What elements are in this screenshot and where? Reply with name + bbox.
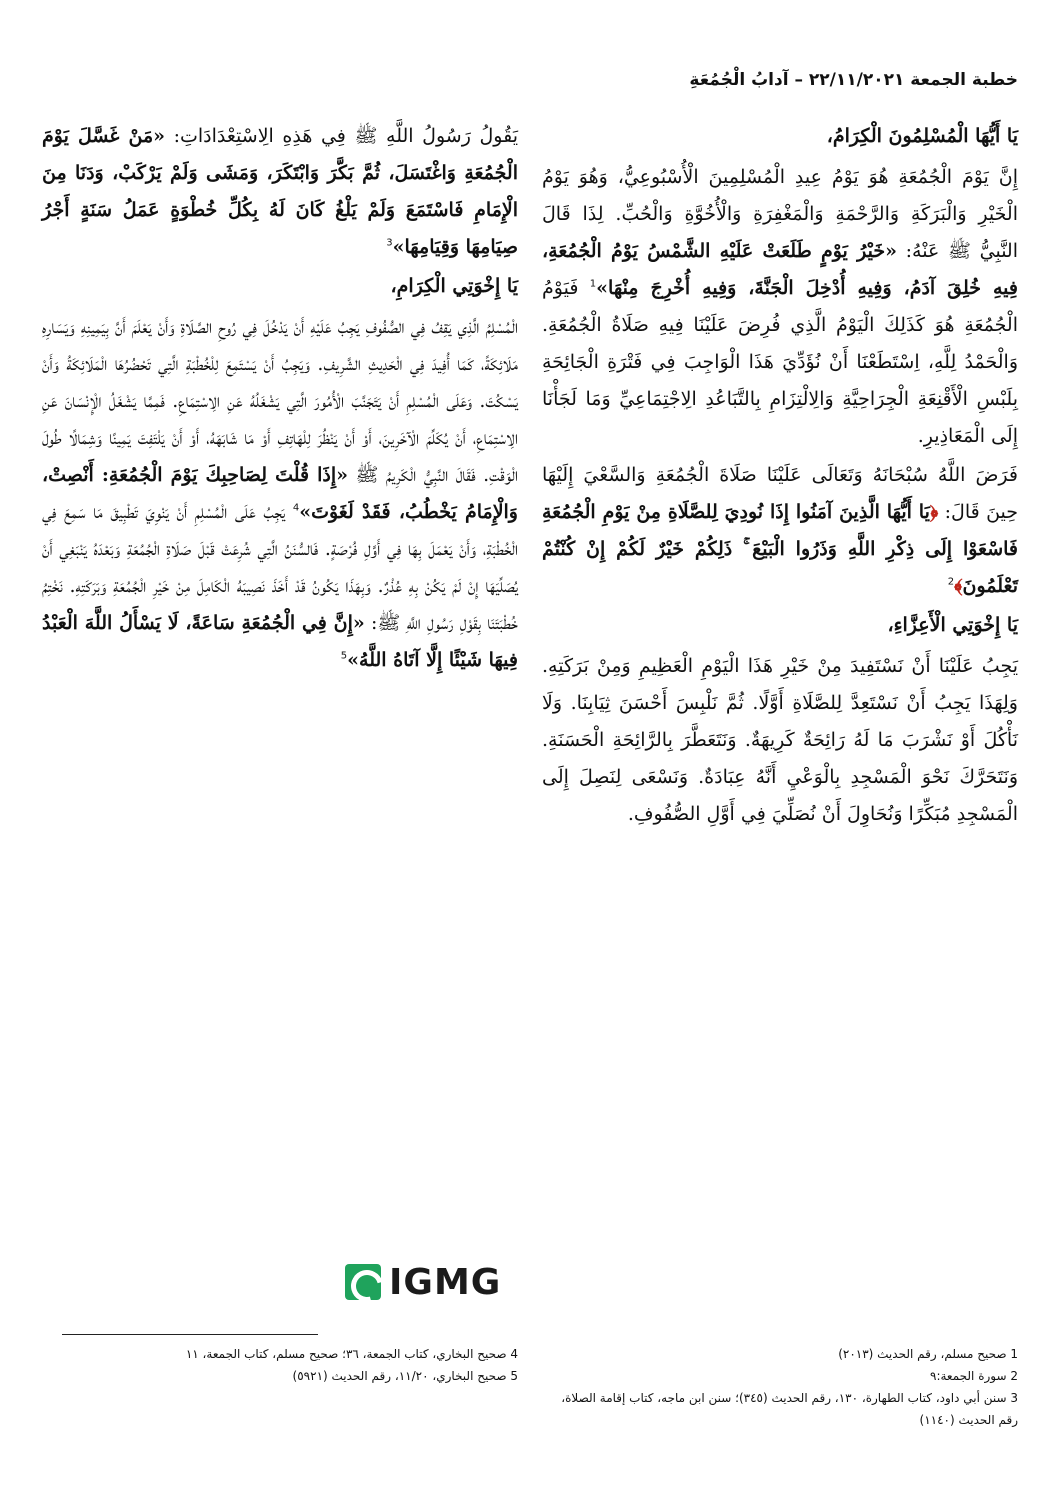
footnote: 2 سورة الجمعة:٩	[930, 1369, 1018, 1383]
footnote: 1 صحيح مسلم، رقم الحديث (٢٠١٣)	[838, 1347, 1018, 1361]
paragraph	[42, 118, 518, 266]
left-column	[42, 118, 518, 681]
right-column	[542, 118, 1018, 835]
footnote-ref: 4	[292, 502, 300, 514]
footnote-ref: 3	[386, 237, 393, 249]
section-heading: يَا إِخْوَتِي الْأَعِزَّاءِ،	[887, 614, 1018, 636]
paragraph	[542, 159, 1018, 455]
paragraph: يَجِبُ عَلَيْنَا أَنْ نَسْتَفِيدَ مِنْ خَيْرِ هَذَا الْيَوْمِ الْعَظِيمِ وَمِنْ بَرَكَتِهِ. وَلِهَذَا يَجِبُ أَنْ نَسْتَعِدَّ لِلصَّلَاةِ أَوَّلًا. ثُمَّ نَلْبِسَ أَحْسَنَ ثِيَابِنَا. وَلَا نَأْكُلَ أَوْ نَشْرَبَ مَا لَهُ رَائِحَةٌ كَرِيهَةٌ. وَنَتَعَطَّرَ بِالرَّائِحَةِ الْحَسَنَةِ. وَنَتَحَرَّكَ نَحْوَ الْمَسْجِدِ بِالْوَعْيِ أَنَّهُ عِبَادَةٌ. وَنَسْعَى لِنَصِلَ إِلَى الْمَسْجِدِ مُبَكِّرًا وَنُحَاوِلَ أَنْ نُصَلِّيَ فِي أَوَّلِ الصُّفُوفِ.	[542, 655, 1018, 825]
paragraph-text: إِنَّ يَوْمَ الْجُمُعَةِ هُوَ يَوْمُ عِيدِ الْمُسْلِمِينَ الْأُسْبُوعِيُّ، وَهُوَ يَوْمُ الْخَيْرِ وَالْبَرَكَةِ وَالرَّحْمَةِ وَالْمَغْفِرَةِ وَالْأُخُوَّةِ وَالْحُبِّ. لِذَا قَالَ النَّبِيُّ ﷺ عَنْهُ:	[542, 166, 1018, 262]
igmg-logo-icon	[345, 1264, 381, 1300]
footnotes-right	[548, 1343, 1018, 1431]
footnote: 4 صحيح البخاري، كتاب الجمعة، ٣٦؛ صحيح مسلم، كتاب الجمعة، ١١	[185, 1347, 518, 1361]
sermon-title: خطبة الجمعة ٢٢/١١/٢٠٢١ – آدابُ الْجُمُعَةِ	[689, 70, 1018, 90]
paragraph	[542, 457, 1018, 605]
quran-verse: يَا أَيُّهَا الَّذِينَ آمَنُوا إِذَا نُودِيَ لِلصَّلَاةِ مِنْ يَوْمِ الْجُمُعَةِ فَاسْعَوْا إِلَى ذِكْرِ اللَّهِ وَذَرُوا الْبَيْعَ ۚ ذَلِكُمْ خَيْرٌ لَكُمْ إِنْ كُنْتُمْ تَعْلَمُونَ	[542, 501, 1018, 597]
footnote: 3 سنن أبي داود، كتاب الطهارة، ١٣٠، رقم الحديث (٣٤٥)؛ سنن ابن ماجه، كتاب إقامة الصلاة، رقم الحديث (١١٤٠)	[561, 1391, 1018, 1427]
footnote-divider	[62, 1334, 318, 1335]
footnote-ref: 2	[947, 576, 955, 588]
paragraph-text: يَقُولُ رَسُولُ اللَّهِ ﷺ فِي هَذِهِ الِاسْتِعْدَادَاتِ:	[173, 125, 518, 147]
quran-bracket-close: ﴾	[954, 575, 963, 597]
paragraph	[42, 309, 518, 679]
footnote-ref: 1	[589, 278, 597, 290]
hadith-quote: «إِذَا قُلْتَ لِصَاحِبِكَ يَوْمَ الْجُمُعَةِ: أَنْصِتْ، وَالْإِمَامُ يَخْطُبُ، فَقَدْ لَغَوْتَ»	[42, 464, 518, 523]
igmg-logo	[345, 1262, 521, 1302]
paragraph-text: الْمُسْلِمُ الَّذِي يَقِفُ فِي الصُّفُوفِ يَجِبُ عَلَيْهِ أَنْ يَدْخُلَ فِي رُوحِ الصَّلَاةِ وَأَنْ يَعْلَمَ أَنَّ بِيَمِينِهِ وَيَسَارِهِ مَلَائِكَةً، كَمَا أُفِيدَ فِي الْحَدِيثِ الشَّرِيفِ. وَيَجِبُ أَنْ يَسْتَمِعَ لِلْخُطْبَةِ الَّتِي تَحْضُرُهَا الْمَلَائِكَةُ وَأَنْ يَسْكُتَ. وَعَلَى الْمُسْلِمِ أَنْ يَتَجَنَّبَ الْأُمُورَ الَّتِي يَشْغَلُهُ عَنِ الِاسْتِمَاعِ. فَمِمَّا يَشْغَلُ الْإِنْسَانَ عَنِ الِاسْتِمَاعِ، أَنْ يُكَلِّمَ الْآخَرِينَ، أَوْ أَنْ يَنْظُرَ لِلْهَاتِفِ أَوْ مَا شَابَهَهُ، أَوْ أَنْ يَلْتَفِتَ يَمِينًا وَشِمَالًا طُولَ الْوَقْتِ. فَقَالَ النَّبِيُّ الْكَرِيمُ ﷺ	[42, 316, 518, 486]
quran-bracket-open: ﴿	[929, 501, 939, 523]
section-heading: يَا إِخْوَتِي الْكِرَامِ،	[390, 275, 518, 297]
hadith-quote: «خَيْرُ يَوْمٍ طَلَعَتْ عَلَيْهِ الشَّمْسُ يَوْمُ الْجُمُعَةِ، فِيهِ خُلِقَ آدَمُ، وَفِيهِ أُدْخِلَ الْجَنَّةَ، وَفِيهِ أُخْرِجَ مِنْهَا»	[542, 240, 1018, 299]
section-heading: يَا أَيُّهَا الْمُسْلِمُونَ الْكِرَامُ،	[826, 125, 1018, 147]
hadith-quote: «إِنَّ فِي الْجُمُعَةِ سَاعَةً، لَا يَسْأَلُ اللَّهَ الْعَبْدُ فِيهَا شَيْئًا إِلَّا آتَاهُ اللَّهُ»	[42, 612, 518, 671]
footnote: 5 صحيح البخاري، ١١/٢٠، رقم الحديث (٥٩٢١)	[292, 1369, 518, 1383]
paragraph-text: فَيَوْمُ الْجُمُعَةِ هُوَ كَذَلِكَ الْيَوْمُ الَّذِي فُرِضَ عَلَيْنَا فِيهِ صَلَاةُ الْجُمُعَةِ. وَالْحَمْدُ لِلَّهِ، اِسْتَطَعْنَا أَنْ نُؤَدِّيَ هَذَا الْوَاجِبَ فِي فَتْرَةِ الْجَائِحَةِ بِلَبْسِ الْأَقْنِعَةِ الْجِرَاحِيَّةِ وَالِالْتِزَامِ بِالتَّبَاعُدِ الِاجْتِمَاعِيِّ وَمَا لَجَأْنَا إِلَى الْمَعَاذِيرِ.	[542, 277, 1018, 447]
footnote-ref: 5	[340, 650, 348, 662]
paragraph-text: يَجِبُ عَلَى الْمُسْلِمِ أَنْ يَنْوِيَ تَطْبِيقَ مَا سَمِعَ فِي الْخُطْبَةِ، وَأَنْ يَعْمَلَ بِهَا فِي أَوَّلِ فُرْصَةٍ. فَالسُّنَنُ الَّتِي شُرِعَتْ قَبْلَ صَلَاةِ الْجُمُعَةِ وَبَعْدَهُ يَنْبَغِي أَنْ يُصَلِّيَهَا إِنْ لَمْ يَكُنْ بِهِ عُذْرٌ. وَبِهَذَا يَكُونُ قَدْ أَخَذَ نَصِيبَهُ الْكَامِلَ مِنْ خَيْرِ الْجُمُعَةِ وَبَرَكَتِهِ. نَخْتِمُ خُطْبَتَنَا بِقَوْلِ رَسُولِ اللَّهِ ﷺ:	[42, 501, 519, 634]
footnotes-left	[42, 1343, 518, 1387]
igmg-logo-text: IGMG	[389, 1261, 502, 1303]
paragraph-text: فَرَضَ اللَّهُ سُبْحَانَهُ وَتَعَالَى عَلَيْنَا صَلَاةَ الْجُمُعَةِ وَالسَّعْيَ إِلَيْهَا حِينَ قَالَ:	[542, 464, 1019, 523]
hadith-quote: «مَنْ غَسَّلَ يَوْمَ الْجُمُعَةِ وَاغْتَسَلَ، ثُمَّ بَكَّرَ وَابْتَكَرَ، وَمَشَى وَلَمْ يَرْكَبْ، وَدَنَا مِنَ الْإِمَامِ فَاسْتَمَعَ وَلَمْ يَلْغُ كَانَ لَهُ بِكُلِّ خُطْوَةٍ عَمَلُ سَنَةٍ أَجْرُ صِيَامِهَا وَقِيَامِهَا»	[42, 125, 518, 258]
